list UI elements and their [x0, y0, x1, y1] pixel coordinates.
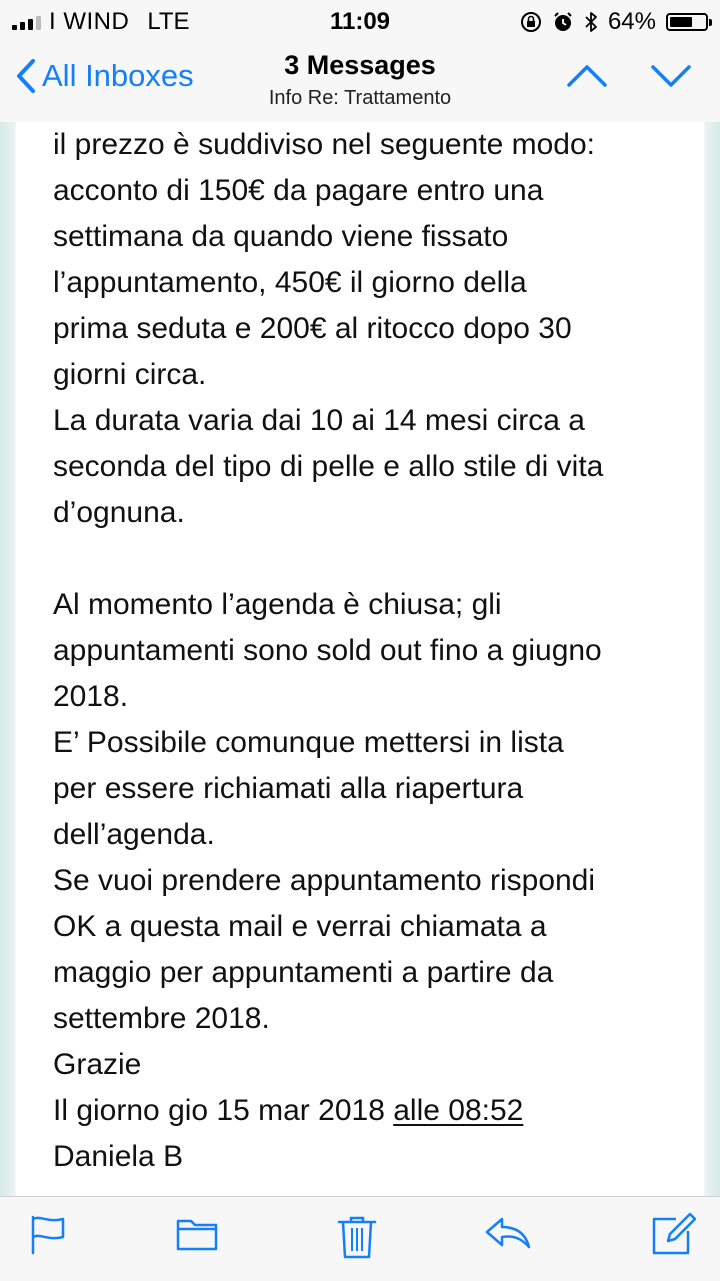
- message-container: [0, 122, 720, 1196]
- message-body: [53, 122, 693, 1180]
- carrier-label: I WIND: [49, 8, 130, 35]
- message-line: prima seduta e 200€ al ritocco dopo 30: [53, 312, 572, 345]
- flag-icon[interactable]: [30, 1215, 66, 1255]
- reply-icon[interactable]: [484, 1215, 532, 1251]
- battery-icon: [666, 13, 708, 31]
- quote-header: [53, 1088, 693, 1134]
- message-line: maggio per appuntamenti a partire da: [53, 956, 554, 989]
- message-line: OK a questa mail e verrai chiamata a: [53, 910, 547, 943]
- message-navigation: [566, 64, 692, 88]
- thread-subject: Info Re: Trattamento: [268, 87, 452, 109]
- message-line: il prezzo è suddiviso nel seguente modo:: [53, 128, 595, 161]
- battery-percent: 64%: [607, 8, 656, 35]
- bluetooth-icon: [584, 10, 598, 34]
- message-line: l’appuntamento, 450€ il giorno della: [53, 266, 527, 299]
- thread-title: 3 Messages: [284, 50, 436, 80]
- toolbar: [0, 1196, 720, 1281]
- message-line: settimana da quando viene fissato: [53, 220, 509, 253]
- message-line: 2018.: [53, 680, 129, 713]
- network-label: LTE: [147, 8, 190, 35]
- status-time: 11:09: [329, 8, 391, 35]
- message-line: appuntamenti sono sold out fino a giugno: [53, 634, 602, 667]
- message-line: E’ Possibile comunque mettersi in lista: [53, 726, 564, 759]
- status-right: [520, 8, 708, 36]
- message-line: seconda del tipo di pelle e allo stile di vita: [53, 450, 604, 483]
- message-line: dell’agenda.: [53, 818, 215, 851]
- quote-sender: Daniela B: [53, 1140, 184, 1173]
- quote-time-link[interactable]: alle 08:52: [393, 1094, 524, 1127]
- message-line: settembre 2018.: [53, 1002, 270, 1035]
- battery-fill: [670, 17, 692, 27]
- nav-bar: [0, 40, 720, 122]
- message-line: Grazie: [53, 1048, 142, 1081]
- message-line: d’ognuna.: [53, 496, 185, 529]
- back-label: All Inboxes: [42, 58, 194, 93]
- alarm-icon: [552, 11, 574, 33]
- compose-icon[interactable]: [650, 1211, 696, 1257]
- message-lines: [53, 122, 693, 1088]
- message-line: acconto di 150€ da pagare entro una: [53, 174, 544, 207]
- message-line: Se vuoi prendere appuntamento rispondi: [53, 864, 596, 897]
- message-line: La durata varia dai 10 ai 14 mesi circa a: [53, 404, 585, 437]
- trash-icon[interactable]: [337, 1215, 377, 1259]
- quote-prefix: Il giorno gio 15 mar 2018: [53, 1094, 394, 1127]
- orientation-lock-icon: [520, 11, 542, 33]
- message-line: Al momento l’agenda è chiusa; gli: [53, 588, 502, 621]
- message-line: per essere richiamati alla riapertura: [53, 772, 524, 805]
- message-blank-line: [53, 536, 693, 582]
- folder-icon[interactable]: [176, 1215, 218, 1251]
- chevron-down-icon[interactable]: [650, 64, 692, 88]
- status-bar: [0, 0, 720, 40]
- chevron-up-icon[interactable]: [566, 64, 608, 88]
- message-line: giorni circa.: [53, 358, 207, 391]
